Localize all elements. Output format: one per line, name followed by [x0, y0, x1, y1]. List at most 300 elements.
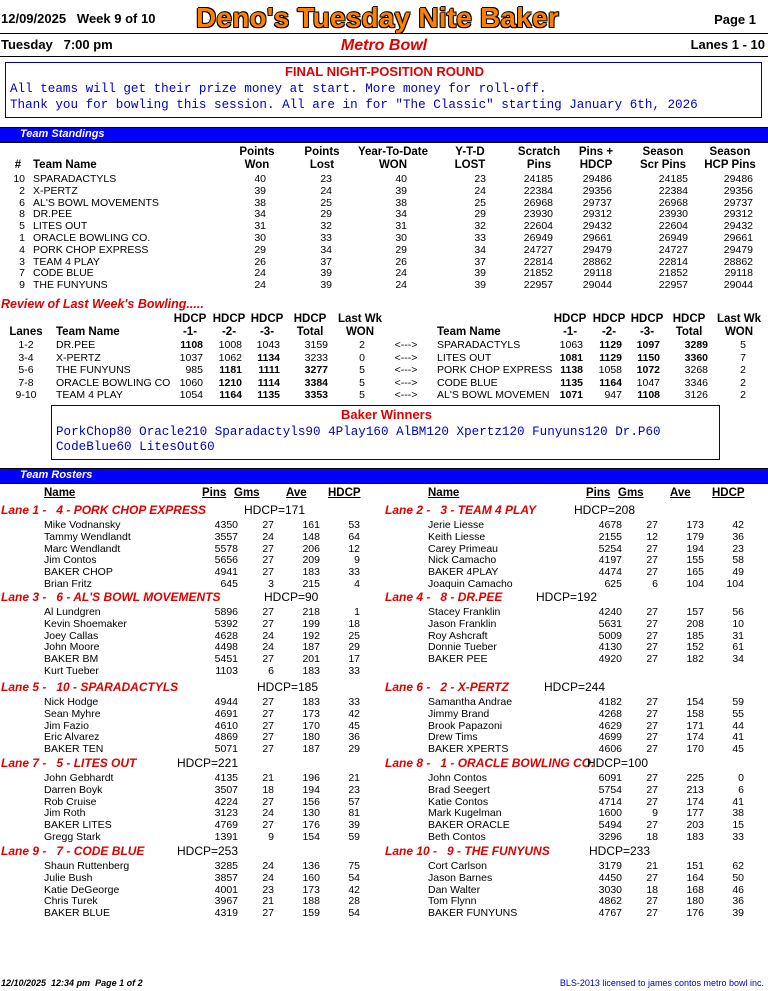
column-header: Gms [618, 487, 644, 499]
announcement-title: FINAL NIGHT-POSITION ROUND [284, 64, 485, 79]
stat-value: 30 [395, 232, 407, 244]
game-score: 2 [359, 339, 365, 351]
player-handicap: 44 [732, 719, 744, 732]
player-games: 18 [262, 783, 274, 796]
player-games: 27 [646, 719, 658, 732]
team-handicap: HDCP=253 [177, 844, 239, 858]
game-score: 2 [740, 389, 746, 401]
column-header: Y-T-D [455, 146, 485, 158]
lane-team: 6 - AL'S BOWL MOVEMENTS [56, 590, 221, 604]
player-name: Mike Vodnansky [44, 519, 121, 531]
player-average: 187 [302, 641, 320, 654]
game-score: 5 [359, 389, 365, 401]
game-score: 1135 [560, 376, 583, 389]
stat-value: 24 [474, 184, 486, 197]
stat-value: 29479 [582, 243, 612, 256]
player-name: Jerie Liesse [428, 519, 485, 531]
player-pins: 5656 [214, 554, 238, 567]
baker-winners-box [51, 405, 720, 460]
lane-pair: 5-6 [18, 364, 34, 376]
player-average: 192 [302, 629, 320, 642]
game-score: 1081 [559, 351, 583, 364]
stat-value: 34 [320, 243, 332, 256]
player-name: Tammy Wendlandt [44, 530, 131, 543]
player-average: 183 [302, 566, 320, 579]
player-pins: 4920 [598, 653, 622, 666]
player-pins: 3285 [214, 860, 238, 872]
stat-value: 29312 [582, 208, 612, 221]
baker-winners-list: PorkChop80 Oracle210 Sparadactyls90 4Play160 AlBM120 Xpertz120 Funyuns120 Dr.P60 CodeBlue60 LitesOut60 [56, 425, 661, 454]
stat-value: 28862 [723, 255, 753, 268]
stat-value: 24 [254, 279, 266, 292]
player-games: 12 [646, 530, 658, 543]
team-handicap: HDCP=100 [587, 756, 649, 770]
stat-value: 37 [320, 255, 332, 268]
game-score: 1138 [560, 364, 583, 376]
player-pins: 4224 [214, 795, 238, 808]
player-average: 154 [302, 831, 320, 843]
stat-value: 29479 [723, 243, 753, 256]
player-handicap: 42 [348, 707, 360, 720]
player-games: 27 [646, 795, 658, 808]
player-name: Jimmy Brand [428, 707, 490, 720]
player-games: 27 [646, 743, 658, 756]
player-pins: 5896 [214, 606, 238, 618]
player-average: 154 [686, 696, 704, 708]
stat-value: 29312 [723, 208, 753, 221]
player-average: 188 [302, 895, 320, 908]
game-score: 1134 [257, 351, 280, 364]
game-score: 1008 [218, 339, 242, 351]
team-name: CODE BLUE [33, 267, 94, 280]
player-pins: 3123 [214, 807, 238, 820]
player-pins: 5494 [598, 819, 622, 832]
player-handicap: 33 [732, 831, 744, 843]
player-pins: 4678 [598, 519, 622, 531]
player-average: 174 [686, 731, 704, 744]
stat-value: 29432 [723, 220, 753, 233]
team-name: PORK CHOP EXPRESS [437, 364, 553, 376]
player-average: 168 [686, 883, 704, 896]
player-name: Keith Liesse [428, 530, 486, 543]
player-average: 174 [686, 795, 704, 808]
player-handicap: 56 [732, 606, 744, 618]
stat-value: 24 [395, 267, 407, 280]
player-pins: 4001 [214, 883, 238, 896]
player-handicap: 31 [732, 629, 744, 642]
player-name: Roy Ashcraft [428, 629, 488, 642]
player-pins: 5578 [214, 542, 238, 555]
column-header: Last Wk [337, 313, 383, 325]
game-score: 1097 [636, 339, 660, 351]
game-score: 1047 [636, 376, 660, 389]
player-name: Cort Carlson [428, 860, 487, 872]
player-average: 196 [302, 772, 320, 784]
team-name: ORACLE BOWLING CO [56, 376, 171, 389]
player-pins: 3507 [214, 783, 238, 796]
player-handicap: 38 [732, 807, 744, 820]
page-number: Page 1 [714, 12, 756, 27]
player-handicap: 33 [348, 696, 360, 708]
announcement-line: Thank you for bowling this session. All are in for "The Classic" starting January 6th, 2026 [10, 98, 698, 112]
player-pins: 4767 [598, 907, 622, 920]
player-handicap: 15 [732, 819, 744, 832]
player-games: 27 [262, 707, 274, 720]
player-handicap: 10 [732, 617, 744, 630]
player-name: Marc Wendlandt [44, 542, 121, 555]
baker-winners-title: Baker Winners [341, 407, 432, 422]
team-number: 10 [13, 173, 25, 185]
player-handicap: 0 [738, 772, 744, 784]
game-score: 1164 [219, 389, 242, 401]
player-average: 156 [302, 795, 320, 808]
player-name: Drew Tims [428, 731, 478, 744]
column-header: Scr Pins [639, 159, 687, 171]
team-number: 7 [19, 267, 25, 280]
column-header: -2- [601, 326, 617, 338]
player-pins: 4197 [598, 554, 622, 567]
lane-pair: 3-4 [18, 351, 34, 364]
column-header: Gms [234, 487, 260, 499]
team-name: X-PERTZ [33, 184, 78, 197]
stat-value: 38 [254, 196, 266, 209]
player-average: 173 [302, 707, 320, 720]
player-average: 177 [686, 807, 704, 820]
player-pins: 4699 [598, 731, 622, 744]
team-number: 9 [19, 279, 25, 292]
player-games: 21 [262, 772, 274, 784]
player-games: 18 [646, 831, 658, 843]
player-handicap: 46 [732, 883, 744, 896]
player-average: 160 [302, 871, 320, 884]
lane-label: Lane 6 - [385, 680, 431, 694]
venue-name: Metro Bowl [340, 37, 428, 54]
game-score: 1063 [559, 339, 583, 351]
game-score: 2 [740, 376, 746, 389]
player-name: Rob Cruise [44, 795, 97, 808]
player-handicap: 50 [732, 871, 744, 884]
stat-value: 33 [320, 232, 332, 244]
team-name: LITES OUT [437, 351, 492, 364]
player-handicap: 29 [348, 641, 360, 654]
lane-pair: 7-8 [18, 376, 34, 389]
versus-arrow: <---> [394, 339, 418, 351]
player-name: Jason Franklin [428, 617, 497, 630]
player-handicap: 64 [348, 530, 360, 543]
game-score: 1108 [637, 389, 660, 401]
game-score: 1210 [218, 376, 242, 389]
stat-value: 26968 [523, 196, 553, 209]
game-score: 1164 [599, 376, 622, 389]
player-pins: 5451 [214, 653, 238, 666]
player-name: Joaquin Camacho [428, 578, 513, 590]
player-average: 213 [686, 783, 704, 796]
player-handicap: 29 [348, 743, 360, 756]
player-handicap: 49 [732, 566, 744, 579]
player-name: Tom Flynn [428, 895, 477, 908]
player-games: 27 [646, 629, 658, 642]
stat-value: 29044 [582, 279, 612, 292]
stat-value: 29118 [583, 267, 612, 280]
game-score: 3360 [684, 351, 708, 364]
lane-label: Lane 1 - [1, 503, 47, 517]
player-average: 209 [302, 554, 320, 567]
stat-value: 34 [395, 208, 407, 221]
player-average: 203 [686, 819, 704, 832]
player-average: 170 [686, 743, 704, 756]
game-score: 1037 [179, 351, 203, 364]
column-header: Year-To-Date [357, 146, 429, 158]
game-score: 1108 [180, 339, 203, 351]
game-score: 1062 [218, 351, 242, 364]
player-handicap: 54 [348, 871, 360, 884]
game-score: 3346 [684, 376, 708, 389]
column-header: LOST [454, 159, 486, 171]
lane-header [1, 503, 206, 517]
column-header: -3- [259, 326, 275, 338]
column-header: HDCP [328, 487, 361, 499]
player-pins: 4869 [214, 731, 238, 744]
player-games: 27 [646, 641, 658, 654]
player-handicap: 36 [732, 530, 744, 543]
stat-value: 39 [320, 279, 332, 292]
player-games: 24 [262, 530, 274, 543]
player-name: Gregg Stark [44, 831, 101, 843]
lane-label: Lane 4 - [385, 590, 431, 604]
player-average: 136 [302, 860, 320, 872]
player-games: 21 [262, 895, 274, 908]
player-average: 164 [686, 871, 704, 884]
player-handicap: 57 [348, 795, 360, 808]
player-games: 27 [262, 743, 274, 756]
player-average: 183 [686, 831, 704, 843]
stat-value: 29118 [724, 267, 753, 280]
player-handicap: 23 [732, 542, 744, 555]
stat-value: 29 [474, 208, 486, 221]
player-handicap: 61 [732, 641, 744, 654]
player-games: 27 [262, 566, 274, 579]
player-games: 24 [262, 641, 274, 654]
game-score: 5 [740, 339, 746, 351]
column-header: Ave [286, 487, 307, 499]
lane-team: 2 - X-PERTZ [440, 680, 509, 694]
stat-value: 29737 [582, 196, 612, 209]
team-name: TEAM 4 PLAY [33, 255, 100, 268]
game-score: 1043 [256, 339, 280, 351]
stat-value: 29 [254, 243, 266, 256]
player-handicap: 41 [732, 731, 744, 744]
player-games: 27 [262, 731, 274, 744]
player-games: 27 [262, 554, 274, 567]
stat-value: 39 [474, 267, 486, 280]
player-games: 27 [262, 696, 274, 708]
column-header: HDCP [712, 487, 745, 499]
player-pins: 4606 [598, 743, 622, 756]
player-name: BAKER ORACLE [428, 819, 510, 832]
column-header: Lanes [9, 326, 43, 338]
team-name: THE FUNYUNS [33, 279, 108, 292]
player-handicap: 28 [348, 895, 360, 908]
player-pins: 5631 [598, 617, 622, 630]
player-handicap: 34 [732, 653, 744, 666]
player-handicap: 45 [732, 743, 744, 756]
player-pins: 4450 [598, 871, 622, 884]
player-average: 201 [302, 653, 320, 666]
team-number: 5 [19, 220, 25, 233]
player-games: 27 [646, 617, 658, 630]
stat-value: 24185 [658, 173, 688, 185]
player-games: 23 [262, 883, 274, 896]
team-number: 8 [19, 208, 25, 221]
player-name: Nick Hodge [44, 696, 99, 708]
stat-value: 24 [395, 279, 407, 292]
stat-value: 31 [395, 220, 407, 233]
stat-value: 31 [254, 220, 266, 233]
player-name: Jim Fazio [44, 719, 89, 732]
player-pins: 4691 [214, 707, 238, 720]
player-games: 27 [646, 606, 658, 618]
team-number: 4 [19, 243, 25, 256]
player-average: 148 [302, 530, 320, 543]
team-handicap: HDCP=192 [536, 590, 598, 604]
player-average: 165 [686, 566, 704, 579]
lane-team: 10 - SPARADACTYLS [56, 680, 179, 694]
player-handicap: 4 [354, 578, 360, 590]
player-name: Brook Papazoni [428, 719, 503, 732]
team-name: SPARADACTYLS [437, 339, 521, 351]
lane-header [385, 503, 536, 517]
player-average: 218 [302, 606, 320, 618]
lanes-range: Lanes 1 - 10 [690, 37, 765, 52]
player-name: BAKER TEN [44, 743, 104, 756]
team-name: PORK CHOP EXPRESS [33, 243, 149, 256]
player-name: Donnie Tueber [428, 641, 497, 654]
player-pins: 5071 [214, 743, 238, 756]
game-score: 3233 [304, 351, 328, 364]
column-header: Team Name [56, 326, 120, 338]
player-games: 27 [646, 772, 658, 784]
lane-team: 7 - CODE BLUE [56, 844, 145, 858]
player-games: 24 [262, 807, 274, 820]
player-games: 9 [652, 807, 658, 820]
stat-value: 24185 [523, 173, 553, 185]
player-average: 183 [302, 665, 320, 677]
lane-label: Lane 5 - [1, 680, 47, 694]
player-pins: 2155 [598, 530, 622, 543]
game-score: 1129 [599, 339, 622, 351]
stat-value: 28862 [582, 255, 612, 268]
game-score: 7 [740, 351, 746, 364]
divider [0, 56, 768, 57]
lane-pair: 1-2 [18, 339, 34, 351]
player-average: 185 [686, 629, 704, 642]
lane-label: Lane 2 - [385, 503, 431, 517]
team-name: AL'S BOWL MOVEMEN [437, 389, 550, 401]
player-handicap: 58 [732, 554, 744, 567]
player-average: 155 [686, 554, 704, 567]
versus-arrow: <---> [394, 364, 418, 376]
player-average: 208 [686, 617, 704, 630]
column-header: HDCP [592, 313, 626, 325]
player-pins: 4135 [214, 772, 238, 784]
player-name: Kurt Tueber [44, 665, 99, 677]
standings-section-bar: Team Standings [0, 127, 768, 143]
team-handicap: HDCP=185 [257, 680, 319, 694]
stat-value: 22957 [523, 279, 553, 292]
stat-value: 37 [474, 255, 486, 268]
game-score: 1058 [598, 364, 622, 376]
stat-value: 39 [474, 279, 486, 292]
team-name: DR.PEE [56, 339, 96, 351]
player-average: 157 [686, 606, 704, 618]
stat-value: 21852 [658, 267, 688, 280]
player-average: 171 [686, 719, 704, 732]
team-name: DR.PEE [33, 208, 73, 221]
player-handicap: 36 [732, 895, 744, 908]
team-number: 3 [19, 255, 25, 268]
player-handicap: 41 [732, 795, 744, 808]
player-average: 173 [686, 519, 704, 531]
player-games: 27 [646, 696, 658, 708]
column-header: Points [239, 146, 275, 158]
stat-value: 22384 [658, 184, 688, 197]
player-games: 27 [646, 554, 658, 567]
stat-value: 24 [320, 184, 332, 197]
team-number: 1 [19, 232, 25, 244]
lane-team: 8 - DR.PEE [440, 590, 503, 604]
stat-value: 26968 [658, 196, 688, 209]
lane-header [385, 844, 550, 858]
day-time: Tuesday 7:00 pm [1, 37, 113, 52]
column-header: Season [709, 146, 751, 158]
player-pins: 3967 [214, 895, 238, 908]
column-header: Pins [526, 159, 552, 171]
player-games: 9 [268, 831, 274, 843]
game-score: 1060 [179, 376, 203, 389]
player-pins: 4182 [598, 696, 622, 708]
player-pins: 5254 [598, 542, 622, 555]
player-average: 180 [302, 731, 320, 744]
player-pins: 4240 [598, 606, 622, 618]
team-name: CODE BLUE [437, 376, 498, 389]
column-header: Name [44, 487, 76, 499]
game-score: 1129 [599, 351, 622, 364]
review-title: Review of Last Week's Bowling..... [1, 297, 204, 311]
player-games: 24 [262, 871, 274, 884]
lane-label: Lane 8 - [385, 756, 431, 770]
stat-value: 40 [254, 173, 266, 185]
player-handicap: 12 [348, 542, 360, 555]
stat-value: 38 [395, 196, 407, 209]
player-average: 194 [302, 783, 320, 796]
player-pins: 4862 [598, 895, 622, 908]
player-average: 176 [302, 819, 320, 832]
player-pins: 4474 [598, 566, 622, 579]
team-handicap: HDCP=208 [574, 503, 636, 517]
lane-label: Lane 3 - [1, 590, 47, 604]
column-header: Pins [202, 487, 227, 499]
player-handicap: 39 [348, 819, 360, 832]
stat-value: 22957 [658, 279, 688, 292]
player-pins: 4350 [214, 519, 238, 531]
player-average: 225 [686, 772, 704, 784]
player-handicap: 81 [348, 807, 360, 820]
player-handicap: 42 [732, 519, 744, 531]
column-header: HDCP [293, 313, 327, 325]
stat-value: 34 [254, 208, 266, 221]
stat-value: 29356 [582, 184, 612, 197]
stat-value: 29044 [723, 279, 753, 292]
